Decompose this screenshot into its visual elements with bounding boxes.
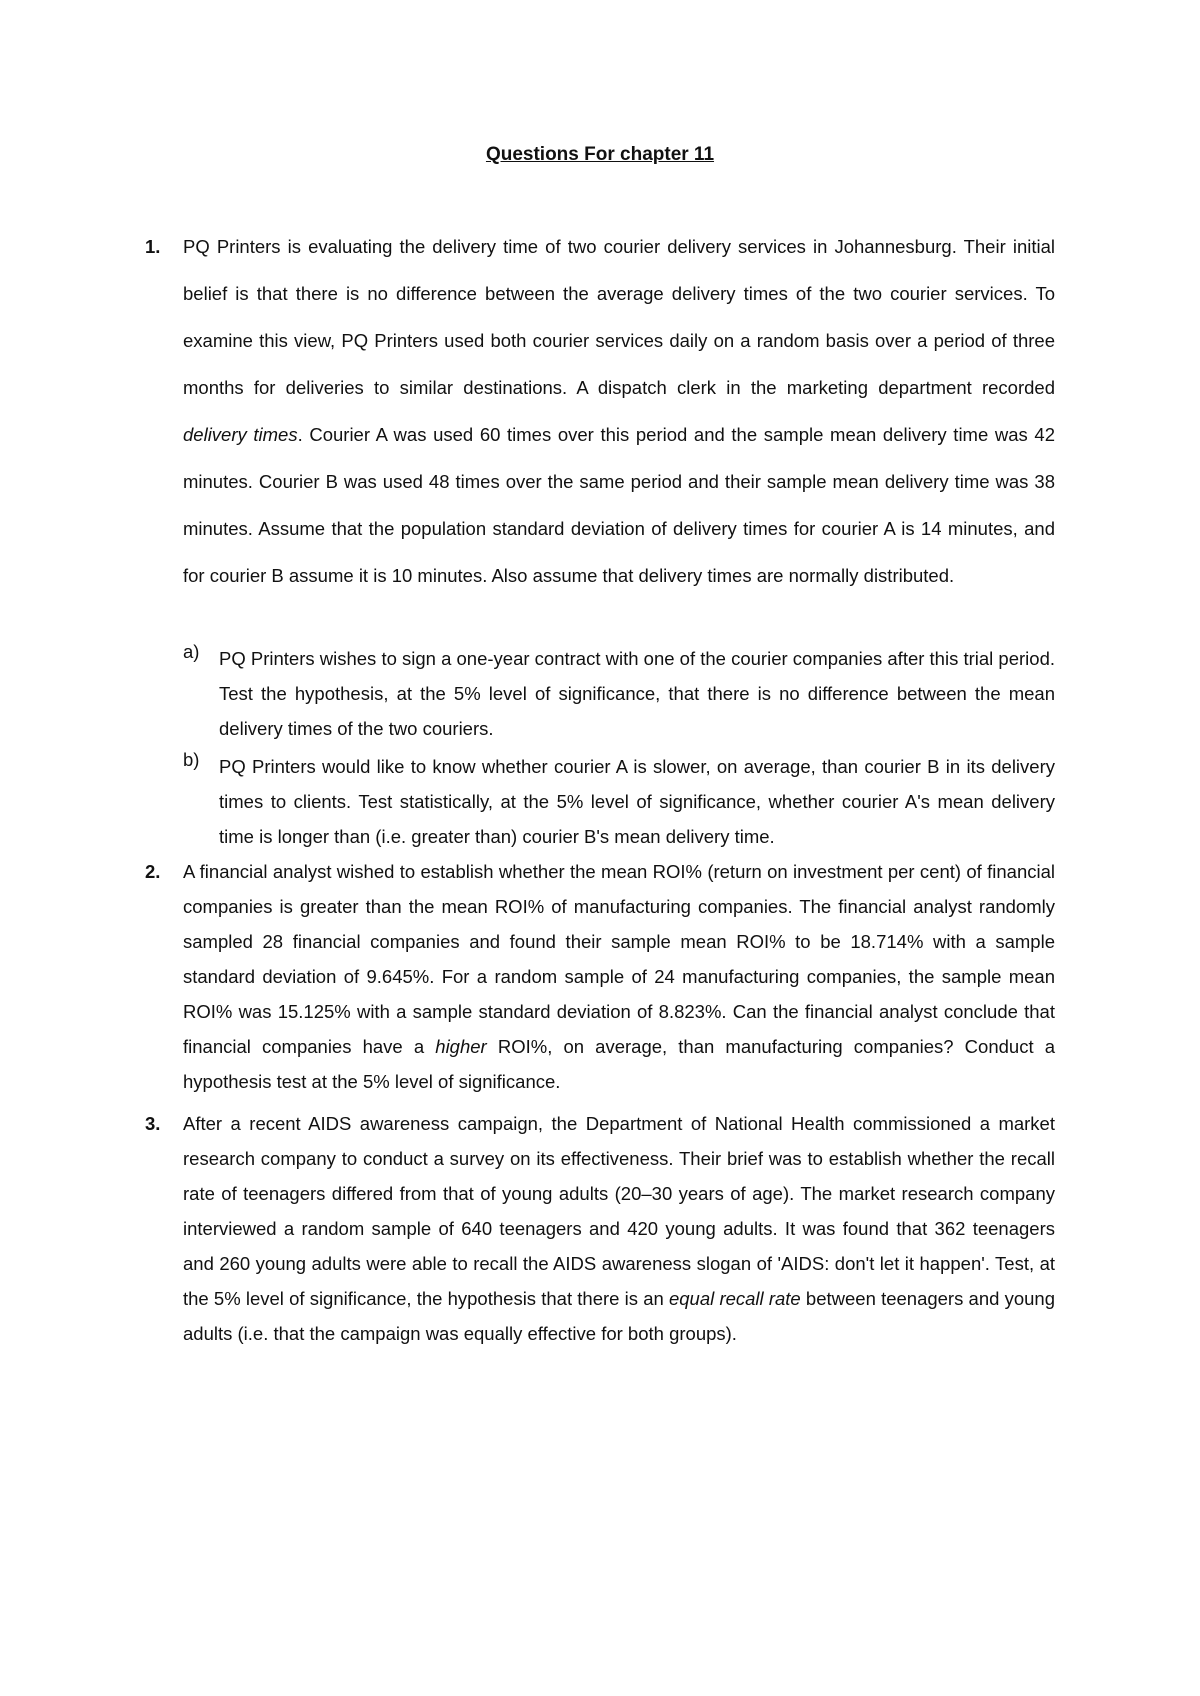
question-text-part: PQ Printers is evaluating the delivery time of two courier delivery services in Johannesburg. Their initial belief is that there is no difference between the average delivery times of the two courier services. To examine this view, PQ Printers used both courier services daily on a random basis over a period of three months for deliveries to similar destinations. A dispatch clerk in the marketing department recorded <box>183 236 1055 398</box>
question-text-part: between teenagers and young adults (i.e. that the campaign was equally effective for both groups). <box>183 1288 1056 1344</box>
question-text <box>183 1106 1055 1351</box>
question-text-part: After a recent AIDS awareness campaign, the Department of National Health commissioned a market research company to conduct a survey on its effectiveness. Their brief was to establish whether the recall rate of teenagers differed from that of young adults (20–30 years of age). The market research company interviewed a random sample of 640 teenagers and 420 young adults. It was found that 362 teenagers and 260 young adults were able to recall the AIDS awareness slogan of 'AIDS: don't let it happen'. Test, at the 5% level of significance, the hypothesis that there is an <box>183 1113 1055 1309</box>
question-1-subpart-a <box>183 641 1055 746</box>
question-1 <box>145 223 1055 599</box>
question-1-subpart-b <box>183 749 1055 854</box>
page-title: Questions For chapter 11 <box>485 144 715 165</box>
question-number: 1. <box>145 236 161 257</box>
question-emphasis: delivery times <box>183 424 298 445</box>
question-3 <box>145 1106 1055 1351</box>
subpart <box>183 641 1055 746</box>
question-emphasis: equal recall rate <box>668 1288 801 1309</box>
subpart-label: a) <box>183 641 200 662</box>
subpart-text: PQ Printers wishes to sign a one-year contract with one of the courier companies after this trial period. Test the hypothesis, at the 5% level of significance, that there is no difference between the mean delivery times of the two couriers. <box>219 648 1055 739</box>
subpart <box>183 749 1055 854</box>
question-emphasis: higher <box>435 1036 487 1057</box>
question-text <box>183 854 1055 1099</box>
question-text <box>183 223 1055 599</box>
question-text-part: A financial analyst wished to establish whether the mean ROI% (return on investment per cent) of financial companies is greater than the mean ROI% of manufacturing companies. The financial analyst randomly sampled 28 financial companies and found their sample mean ROI% to be 18.714% with a sample standard deviation of 9.645%. For a random sample of 24 manufacturing companies, the sample mean ROI% was 15.125% with a sample standard deviation of 8.823%. Can the financial analyst conclude that financial companies have a <box>183 861 1055 1057</box>
question-text-part: . Courier A was used 60 times over this period and the sample mean delivery time was 42 minutes. Courier B was used 48 times over the same period and their sample mean delivery time was 38 minutes. Assume that the population standard deviation of delivery times for courier A is 14 minutes, and for courier B assume it is 10 minutes. Also assume that delivery times are normally distributed. <box>183 424 1055 586</box>
question-number: 2. <box>145 861 161 882</box>
question-2 <box>145 854 1055 1099</box>
subpart-text: PQ Printers would like to know whether courier A is slower, on average, than courier B in its delivery times to clients. Test statistically, at the 5% level of significance, whether courier A's mean delivery time is longer than (i.e. greater than) courier B's mean delivery time. <box>219 756 1055 847</box>
question-number: 3. <box>145 1113 161 1134</box>
question-text-part: ROI%, on average, than manufacturing companies? Conduct a hypothesis test at the 5% level of significance. <box>183 1036 1056 1092</box>
subpart-label: b) <box>183 749 200 770</box>
